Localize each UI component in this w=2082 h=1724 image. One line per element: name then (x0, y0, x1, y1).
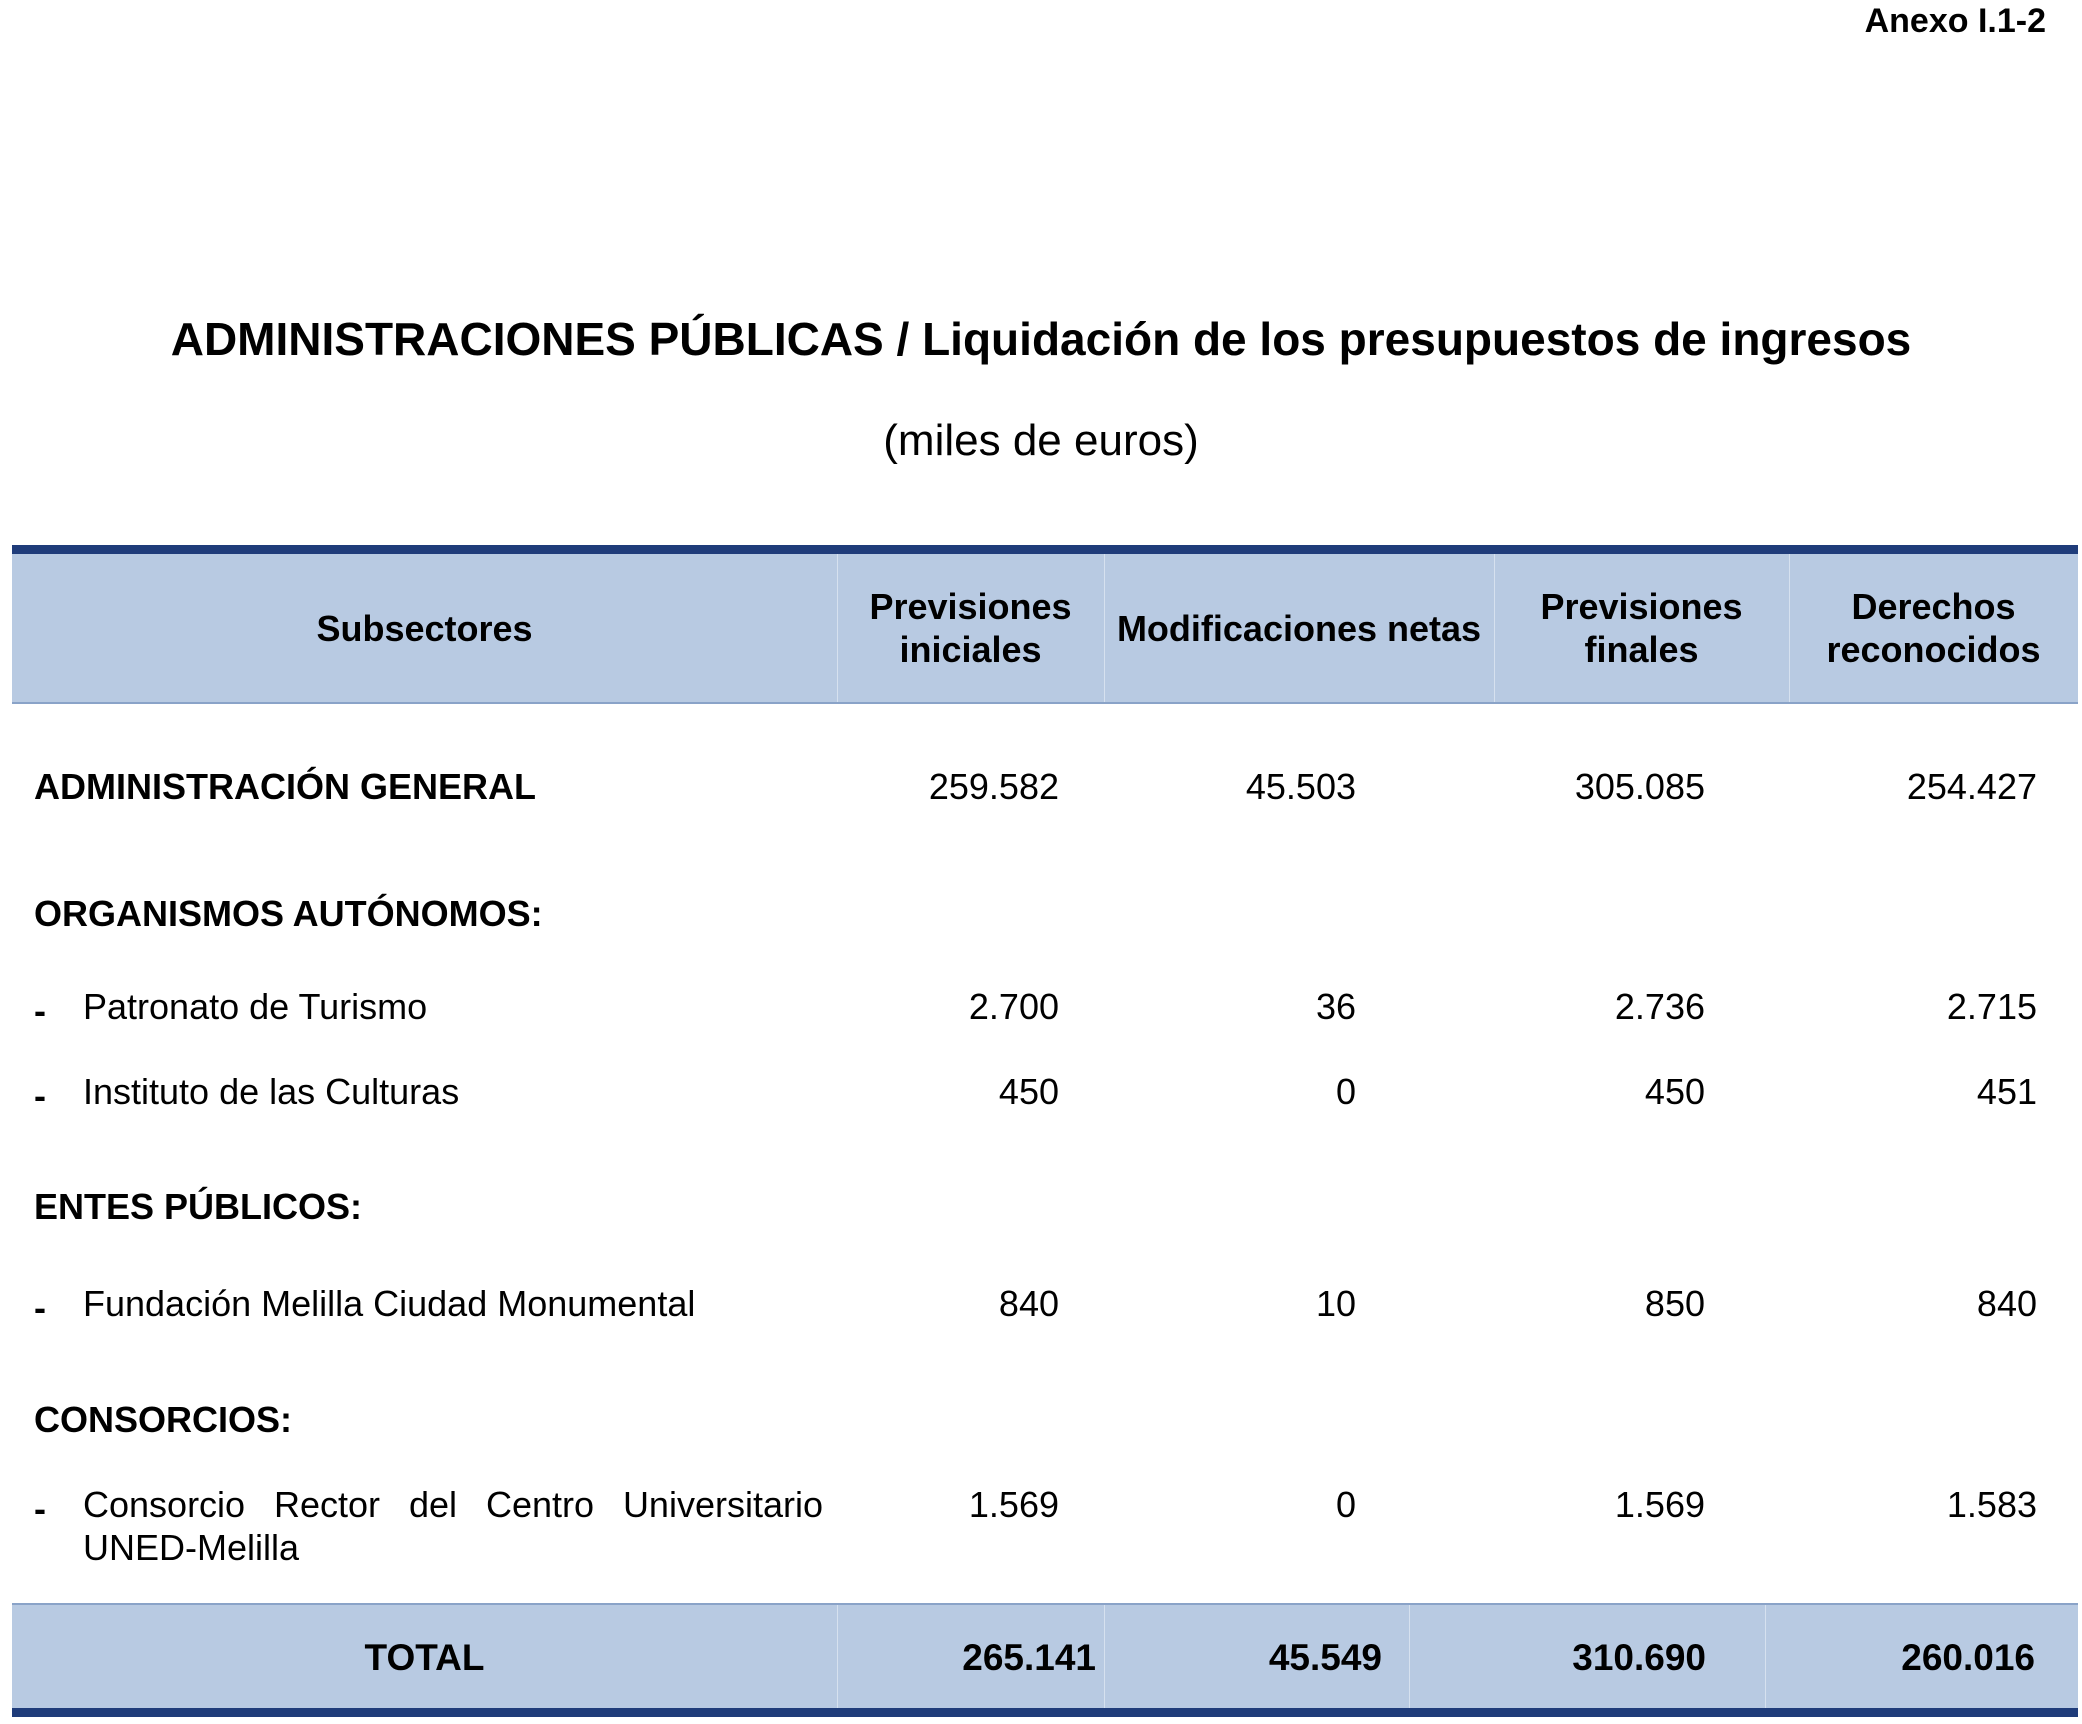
cell-modificaciones-netas: 10 (1315, 1283, 1356, 1324)
cell-previsiones-iniciales: 259.582 (928, 766, 1059, 807)
header-modificaciones-netas: Modificaciones netas (1104, 554, 1495, 702)
section-label: CONSORCIOS: (34, 1399, 293, 1440)
cell-derechos-reconocidos: 254.427 (1906, 766, 2037, 807)
table-top-rule (12, 545, 2078, 554)
page-title: ADMINISTRACIONES PÚBLICAS / Liquidación de los presupuestos de ingresos (170, 313, 1912, 365)
cell-derechos-reconocidos: 2.715 (1946, 986, 2037, 1027)
cell-previsiones-iniciales: 840 (998, 1283, 1059, 1324)
total-label: TOTAL (12, 1605, 838, 1710)
cell-derechos-reconocidos: 451 (1976, 1071, 2037, 1112)
total-previsiones-finales: 310.690 (1572, 1636, 1706, 1678)
cell-previsiones-iniciales: 450 (998, 1071, 1059, 1112)
budget-table (12, 545, 2078, 1718)
total-cell-col2 (1104, 1605, 1410, 1710)
bullet-dash: - (34, 1287, 46, 1328)
total-cell-col1 (837, 1605, 1105, 1710)
total-modificaciones-netas: 45.549 (1268, 1636, 1382, 1678)
cell-previsiones-finales: 1.569 (1614, 1484, 1705, 1525)
cell-previsiones-iniciales: 2.700 (968, 986, 1059, 1027)
cell-previsiones-iniciales: 1.569 (968, 1484, 1059, 1525)
total-derechos-reconocidos: 260.016 (1901, 1636, 2035, 1678)
cell-modificaciones-netas: 36 (1315, 986, 1356, 1027)
header-derechos-reconocidos: Derechos reconocidos (1826, 586, 2041, 670)
table-bottom-rule (12, 1708, 2078, 1717)
row-label: Fundación Melilla Ciudad Monumental (83, 1283, 696, 1324)
header-previsiones-finales: Previsiones finales (1494, 554, 1790, 702)
total-cell-col3 (1409, 1605, 1766, 1710)
annex-label: Anexo I.1-2 (1864, 2, 2046, 40)
cell-previsiones-finales: 450 (1644, 1071, 1705, 1112)
row-label: Instituto de las Culturas (83, 1071, 460, 1112)
row-label: ADMINISTRACIÓN GENERAL (34, 766, 536, 807)
cell-previsiones-finales: 305.085 (1574, 766, 1705, 807)
header-subsectores: Subsectores (12, 554, 838, 702)
section-label: ORGANISMOS AUTÓNOMOS: (34, 893, 543, 934)
cell-derechos-reconocidos: 1.583 (1946, 1484, 2037, 1525)
total-cell-col4 (1765, 1605, 2078, 1710)
total-row (12, 1603, 2078, 1710)
section-label: ENTES PÚBLICOS: (34, 1186, 363, 1227)
units-subtitle: (miles de euros) (883, 416, 1199, 465)
cell-modificaciones-netas: 0 (1335, 1071, 1356, 1112)
table-header (12, 554, 2078, 704)
row-label: Consorcio Rector del Centro Universitario UNED-Melilla (83, 1484, 823, 1568)
cell-previsiones-finales: 2.736 (1614, 986, 1705, 1027)
cell-previsiones-finales: 850 (1644, 1283, 1705, 1324)
total-previsiones-iniciales: 265.141 (962, 1636, 1096, 1678)
bullet-dash: - (34, 990, 46, 1031)
cell-modificaciones-netas: 0 (1335, 1484, 1356, 1525)
cell-modificaciones-netas: 45.503 (1245, 766, 1356, 807)
header-previsiones-iniciales: Previsiones iniciales (837, 554, 1105, 702)
bullet-dash: - (34, 1075, 46, 1116)
cell-derechos-reconocidos: 840 (1976, 1283, 2037, 1324)
row-label: Patronato de Turismo (83, 986, 428, 1027)
bullet-dash: - (34, 1488, 46, 1529)
